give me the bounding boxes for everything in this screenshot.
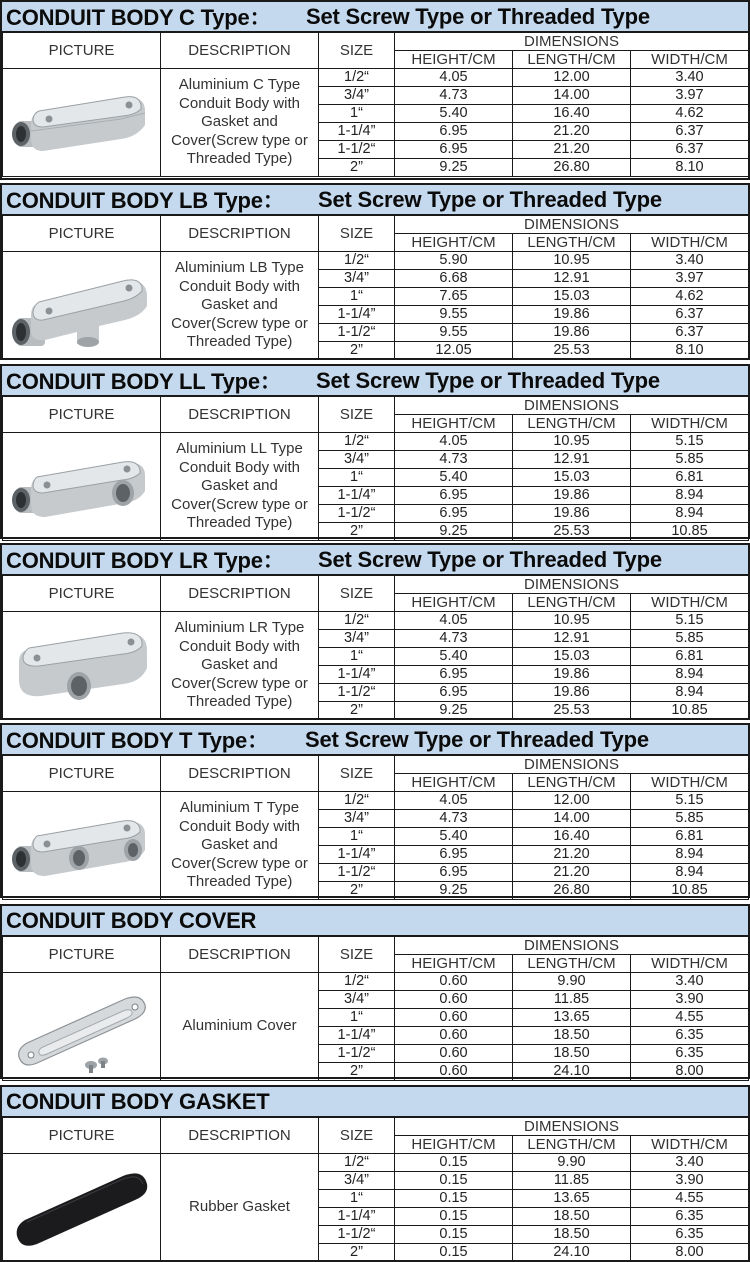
width-cell: 6.81 <box>631 648 749 666</box>
height-header: HEIGHT/CM <box>395 1136 513 1154</box>
length-cell: 9.90 <box>513 1154 631 1172</box>
section-subtitle: Set Screw Type or Threaded Type <box>306 3 650 29</box>
height-cell: 6.95 <box>395 666 513 684</box>
length-header: LENGTH/CM <box>513 594 631 612</box>
width-cell: 3.97 <box>631 270 749 288</box>
height-cell: 9.55 <box>395 306 513 324</box>
screw-icon <box>85 1057 108 1073</box>
width-cell: 6.37 <box>631 306 749 324</box>
size-header: SIZE <box>319 397 395 433</box>
product-picture <box>3 612 161 720</box>
width-header: WIDTH/CM <box>631 955 749 973</box>
description-header: DESCRIPTION <box>161 937 319 973</box>
height-cell: 0.15 <box>395 1154 513 1172</box>
length-cell: 16.40 <box>513 828 631 846</box>
width-cell: 8.94 <box>631 487 749 505</box>
length-cell: 9.90 <box>513 973 631 991</box>
height-cell: 0.60 <box>395 1063 513 1081</box>
length-cell: 18.50 <box>513 1226 631 1244</box>
picture-header: PICTURE <box>3 756 161 792</box>
height-cell: 7.65 <box>395 288 513 306</box>
size-cell: 1“ <box>319 1190 395 1208</box>
size-cell: 1-1/2“ <box>319 864 395 882</box>
height-cell: 6.68 <box>395 270 513 288</box>
width-cell: 5.15 <box>631 612 749 630</box>
height-cell: 6.95 <box>395 141 513 159</box>
section-subtitle: Set Screw Type or Threaded Type <box>316 367 660 393</box>
height-cell: 0.15 <box>395 1172 513 1190</box>
width-cell: 8.10 <box>631 159 749 177</box>
width-cell: 8.94 <box>631 505 749 523</box>
size-cell: 2” <box>319 523 395 541</box>
width-cell: 3.40 <box>631 973 749 991</box>
size-header: SIZE <box>319 33 395 69</box>
width-cell: 3.90 <box>631 1172 749 1190</box>
table-header-row <box>3 397 749 415</box>
spec-table <box>2 32 749 177</box>
width-cell: 5.85 <box>631 810 749 828</box>
width-cell: 4.55 <box>631 1190 749 1208</box>
height-cell: 5.40 <box>395 469 513 487</box>
length-cell: 12.00 <box>513 69 631 87</box>
height-cell: 0.15 <box>395 1190 513 1208</box>
width-cell: 10.85 <box>631 702 749 720</box>
height-cell: 0.60 <box>395 1045 513 1063</box>
length-cell: 19.86 <box>513 487 631 505</box>
section-title-bar <box>2 366 748 396</box>
product-description: Aluminium C Type Conduit Body with Gasket and Cover(Screw type or Threaded Type) <box>161 69 319 177</box>
width-cell: 6.37 <box>631 123 749 141</box>
height-header: HEIGHT/CM <box>395 415 513 433</box>
length-cell: 16.40 <box>513 105 631 123</box>
picture-header: PICTURE <box>3 397 161 433</box>
length-cell: 26.80 <box>513 159 631 177</box>
section-t-type <box>0 723 750 898</box>
aluminium-cover-icon <box>7 977 157 1077</box>
length-cell: 11.85 <box>513 991 631 1009</box>
width-cell: 4.62 <box>631 105 749 123</box>
height-header: HEIGHT/CM <box>395 234 513 252</box>
size-cell: 2” <box>319 1244 395 1262</box>
width-cell: 8.94 <box>631 846 749 864</box>
description-header: DESCRIPTION <box>161 33 319 69</box>
spec-table <box>2 396 749 541</box>
size-cell: 1-1/2“ <box>319 1045 395 1063</box>
section-title-bar <box>2 545 748 575</box>
product-description: Aluminium LL Type Conduit Body with Gasket and Cover(Screw type or Threaded Type) <box>161 433 319 541</box>
description-header: DESCRIPTION <box>161 397 319 433</box>
width-cell: 3.90 <box>631 991 749 1009</box>
length-cell: 15.03 <box>513 648 631 666</box>
size-cell: 1“ <box>319 1009 395 1027</box>
section-title: CONDUIT BODY C Type： <box>6 5 272 30</box>
height-cell: 0.60 <box>395 1027 513 1045</box>
height-cell: 0.60 <box>395 1009 513 1027</box>
product-picture <box>3 973 161 1081</box>
size-cell: 3/4” <box>319 270 395 288</box>
width-cell: 8.00 <box>631 1063 749 1081</box>
section-subtitle: Set Screw Type or Threaded Type <box>305 726 649 752</box>
length-cell: 25.53 <box>513 342 631 360</box>
size-header: SIZE <box>319 756 395 792</box>
size-cell: 2” <box>319 342 395 360</box>
width-cell: 5.15 <box>631 433 749 451</box>
width-cell: 6.81 <box>631 828 749 846</box>
height-header: HEIGHT/CM <box>395 955 513 973</box>
height-cell: 0.15 <box>395 1226 513 1244</box>
table-header-row <box>3 33 749 51</box>
size-cell: 1“ <box>319 469 395 487</box>
length-cell: 25.53 <box>513 702 631 720</box>
width-cell: 8.00 <box>631 1244 749 1262</box>
height-cell: 9.25 <box>395 523 513 541</box>
picture-header: PICTURE <box>3 33 161 69</box>
length-header: LENGTH/CM <box>513 1136 631 1154</box>
height-cell: 9.55 <box>395 324 513 342</box>
table-row <box>3 1154 749 1172</box>
size-cell: 3/4” <box>319 630 395 648</box>
dimensions-header: DIMENSIONS <box>395 756 749 774</box>
width-cell: 6.35 <box>631 1027 749 1045</box>
size-cell: 1/2“ <box>319 252 395 270</box>
width-cell: 8.10 <box>631 342 749 360</box>
c-type-conduit-body-icon <box>7 73 157 173</box>
height-cell: 4.73 <box>395 630 513 648</box>
section-lr-type <box>0 543 750 720</box>
length-cell: 12.91 <box>513 270 631 288</box>
product-picture <box>3 792 161 900</box>
spec-table <box>2 575 749 720</box>
table-row <box>3 973 749 991</box>
width-cell: 5.15 <box>631 792 749 810</box>
size-cell: 1-1/2“ <box>319 684 395 702</box>
size-cell: 2” <box>319 1063 395 1081</box>
section-title: CONDUIT BODY LL Type： <box>6 369 282 394</box>
length-cell: 21.20 <box>513 123 631 141</box>
width-cell: 3.40 <box>631 252 749 270</box>
size-cell: 2” <box>319 159 395 177</box>
table-row <box>3 252 749 270</box>
size-cell: 3/4” <box>319 1172 395 1190</box>
spec-table <box>2 215 749 360</box>
height-cell: 4.05 <box>395 433 513 451</box>
table-row <box>3 792 749 810</box>
section-title: CONDUIT BODY LB Type： <box>6 188 285 213</box>
table-header-row <box>3 756 749 774</box>
t-type-conduit-body-icon <box>7 796 157 896</box>
dimensions-header: DIMENSIONS <box>395 1118 749 1136</box>
height-cell: 9.25 <box>395 159 513 177</box>
length-cell: 11.85 <box>513 1172 631 1190</box>
size-cell: 3/4” <box>319 87 395 105</box>
length-cell: 19.86 <box>513 666 631 684</box>
length-cell: 12.91 <box>513 630 631 648</box>
section-ll-type <box>0 364 750 539</box>
size-cell: 1-1/4” <box>319 846 395 864</box>
length-cell: 10.95 <box>513 612 631 630</box>
width-header: WIDTH/CM <box>631 594 749 612</box>
size-cell: 1-1/2“ <box>319 505 395 523</box>
picture-header: PICTURE <box>3 1118 161 1154</box>
width-header: WIDTH/CM <box>631 234 749 252</box>
dimensions-header: DIMENSIONS <box>395 576 749 594</box>
length-cell: 25.53 <box>513 523 631 541</box>
dimensions-header: DIMENSIONS <box>395 397 749 415</box>
product-description: Aluminium T Type Conduit Body with Gasket and Cover(Screw type or Threaded Type) <box>161 792 319 900</box>
length-cell: 18.50 <box>513 1045 631 1063</box>
section-title: CONDUIT BODY COVER <box>6 907 257 933</box>
length-header: LENGTH/CM <box>513 234 631 252</box>
description-header: DESCRIPTION <box>161 1118 319 1154</box>
height-header: HEIGHT/CM <box>395 594 513 612</box>
length-cell: 15.03 <box>513 288 631 306</box>
height-cell: 0.15 <box>395 1244 513 1262</box>
table-row <box>3 433 749 451</box>
height-cell: 0.60 <box>395 991 513 1009</box>
rubber-gasket-icon <box>7 1158 157 1258</box>
size-cell: 1-1/2“ <box>319 324 395 342</box>
spec-table <box>2 755 749 900</box>
height-cell: 4.05 <box>395 792 513 810</box>
product-picture <box>3 1154 161 1262</box>
table-row <box>3 612 749 630</box>
section-title-bar <box>2 2 748 32</box>
size-header: SIZE <box>319 576 395 612</box>
width-cell: 5.85 <box>631 451 749 469</box>
width-cell: 8.94 <box>631 864 749 882</box>
length-cell: 12.00 <box>513 792 631 810</box>
height-cell: 4.73 <box>395 451 513 469</box>
section-subtitle: Set Screw Type or Threaded Type <box>318 546 662 572</box>
picture-header: PICTURE <box>3 576 161 612</box>
product-description: Rubber Gasket <box>161 1154 319 1262</box>
width-header: WIDTH/CM <box>631 1136 749 1154</box>
section-lb-type <box>0 183 750 360</box>
size-cell: 1-1/4” <box>319 123 395 141</box>
length-cell: 13.65 <box>513 1009 631 1027</box>
description-header: DESCRIPTION <box>161 216 319 252</box>
picture-header: PICTURE <box>3 216 161 252</box>
width-cell: 6.37 <box>631 324 749 342</box>
width-cell: 6.35 <box>631 1226 749 1244</box>
table-row <box>3 69 749 87</box>
size-cell: 1-1/4” <box>319 666 395 684</box>
height-cell: 6.95 <box>395 487 513 505</box>
size-cell: 3/4” <box>319 991 395 1009</box>
length-cell: 19.86 <box>513 505 631 523</box>
lr-type-conduit-body-icon <box>7 616 157 716</box>
width-cell: 6.35 <box>631 1045 749 1063</box>
size-header: SIZE <box>319 216 395 252</box>
length-header: LENGTH/CM <box>513 774 631 792</box>
dimensions-header: DIMENSIONS <box>395 216 749 234</box>
height-cell: 5.40 <box>395 648 513 666</box>
height-cell: 6.95 <box>395 123 513 141</box>
size-cell: 1“ <box>319 828 395 846</box>
length-cell: 21.20 <box>513 141 631 159</box>
product-description: Aluminium Cover <box>161 973 319 1081</box>
size-header: SIZE <box>319 937 395 973</box>
length-cell: 14.00 <box>513 87 631 105</box>
table-header-row <box>3 1118 749 1136</box>
section-title-bar <box>2 185 748 215</box>
lb-type-conduit-body-icon <box>7 256 157 356</box>
product-picture <box>3 69 161 177</box>
ll-type-conduit-body-icon <box>7 437 157 537</box>
size-cell: 1/2“ <box>319 612 395 630</box>
size-cell: 1“ <box>319 288 395 306</box>
length-header: LENGTH/CM <box>513 955 631 973</box>
height-cell: 6.95 <box>395 846 513 864</box>
length-cell: 19.86 <box>513 306 631 324</box>
width-cell: 6.37 <box>631 141 749 159</box>
section-title-bar <box>2 725 748 755</box>
height-cell: 6.95 <box>395 505 513 523</box>
height-cell: 4.73 <box>395 810 513 828</box>
size-cell: 3/4” <box>319 451 395 469</box>
width-cell: 6.35 <box>631 1208 749 1226</box>
height-cell: 5.90 <box>395 252 513 270</box>
height-cell: 5.40 <box>395 105 513 123</box>
width-cell: 10.85 <box>631 523 749 541</box>
length-cell: 18.50 <box>513 1027 631 1045</box>
height-cell: 5.40 <box>395 828 513 846</box>
table-header-row <box>3 576 749 594</box>
height-cell: 0.60 <box>395 973 513 991</box>
height-cell: 6.95 <box>395 684 513 702</box>
size-cell: 1-1/2“ <box>319 1226 395 1244</box>
width-cell: 8.94 <box>631 666 749 684</box>
size-cell: 1/2“ <box>319 1154 395 1172</box>
section-title: CONDUIT BODY LR Type： <box>6 548 285 573</box>
size-cell: 1/2“ <box>319 973 395 991</box>
product-picture <box>3 252 161 360</box>
section-title: CONDUIT BODY GASKET <box>6 1088 270 1114</box>
size-cell: 1“ <box>319 648 395 666</box>
length-cell: 14.00 <box>513 810 631 828</box>
spec-table <box>2 936 749 1081</box>
size-cell: 1“ <box>319 105 395 123</box>
width-cell: 4.62 <box>631 288 749 306</box>
width-cell: 10.85 <box>631 882 749 900</box>
section-title: CONDUIT BODY T Type： <box>6 728 269 753</box>
length-cell: 19.86 <box>513 324 631 342</box>
length-cell: 13.65 <box>513 1190 631 1208</box>
length-cell: 26.80 <box>513 882 631 900</box>
product-picture <box>3 433 161 541</box>
product-description: Aluminium LR Type Conduit Body with Gasket and Cover(Screw type or Threaded Type) <box>161 612 319 720</box>
section-c-type <box>0 0 750 180</box>
width-cell: 8.94 <box>631 684 749 702</box>
width-header: WIDTH/CM <box>631 415 749 433</box>
length-cell: 12.91 <box>513 451 631 469</box>
size-cell: 2” <box>319 702 395 720</box>
length-header: LENGTH/CM <box>513 415 631 433</box>
height-cell: 9.25 <box>395 702 513 720</box>
size-cell: 1-1/4” <box>319 487 395 505</box>
width-cell: 3.40 <box>631 69 749 87</box>
section-title-bar <box>2 906 748 936</box>
table-header-row <box>3 937 749 955</box>
length-cell: 21.20 <box>513 846 631 864</box>
size-cell: 2” <box>319 882 395 900</box>
length-cell: 10.95 <box>513 252 631 270</box>
length-cell: 24.10 <box>513 1063 631 1081</box>
size-cell: 1/2“ <box>319 433 395 451</box>
length-header: LENGTH/CM <box>513 51 631 69</box>
size-cell: 3/4” <box>319 810 395 828</box>
section-gasket <box>0 1085 750 1262</box>
height-cell: 12.05 <box>395 342 513 360</box>
width-cell: 6.81 <box>631 469 749 487</box>
height-cell: 4.05 <box>395 69 513 87</box>
length-cell: 15.03 <box>513 469 631 487</box>
width-cell: 4.55 <box>631 1009 749 1027</box>
length-cell: 19.86 <box>513 684 631 702</box>
length-cell: 10.95 <box>513 433 631 451</box>
height-cell: 4.73 <box>395 87 513 105</box>
dimensions-header: DIMENSIONS <box>395 937 749 955</box>
product-description: Aluminium LB Type Conduit Body with Gasket and Cover(Screw type or Threaded Type) <box>161 252 319 360</box>
description-header: DESCRIPTION <box>161 576 319 612</box>
width-cell: 3.97 <box>631 87 749 105</box>
picture-header: PICTURE <box>3 937 161 973</box>
width-header: WIDTH/CM <box>631 51 749 69</box>
size-header: SIZE <box>319 1118 395 1154</box>
description-header: DESCRIPTION <box>161 756 319 792</box>
size-cell: 1/2“ <box>319 792 395 810</box>
height-header: HEIGHT/CM <box>395 51 513 69</box>
width-header: WIDTH/CM <box>631 774 749 792</box>
height-cell: 9.25 <box>395 882 513 900</box>
length-cell: 21.20 <box>513 864 631 882</box>
size-cell: 1-1/4” <box>319 306 395 324</box>
width-cell: 3.40 <box>631 1154 749 1172</box>
height-cell: 4.05 <box>395 612 513 630</box>
width-cell: 5.85 <box>631 630 749 648</box>
length-cell: 18.50 <box>513 1208 631 1226</box>
section-title-bar <box>2 1087 748 1117</box>
height-cell: 0.15 <box>395 1208 513 1226</box>
height-header: HEIGHT/CM <box>395 774 513 792</box>
size-cell: 1-1/2“ <box>319 141 395 159</box>
section-subtitle: Set Screw Type or Threaded Type <box>318 186 662 212</box>
size-cell: 1-1/4” <box>319 1208 395 1226</box>
section-cover <box>0 904 750 1079</box>
spec-table <box>2 1117 749 1262</box>
dimensions-header: DIMENSIONS <box>395 33 749 51</box>
height-cell: 6.95 <box>395 864 513 882</box>
size-cell: 1/2“ <box>319 69 395 87</box>
length-cell: 24.10 <box>513 1244 631 1262</box>
table-header-row <box>3 216 749 234</box>
size-cell: 1-1/4” <box>319 1027 395 1045</box>
